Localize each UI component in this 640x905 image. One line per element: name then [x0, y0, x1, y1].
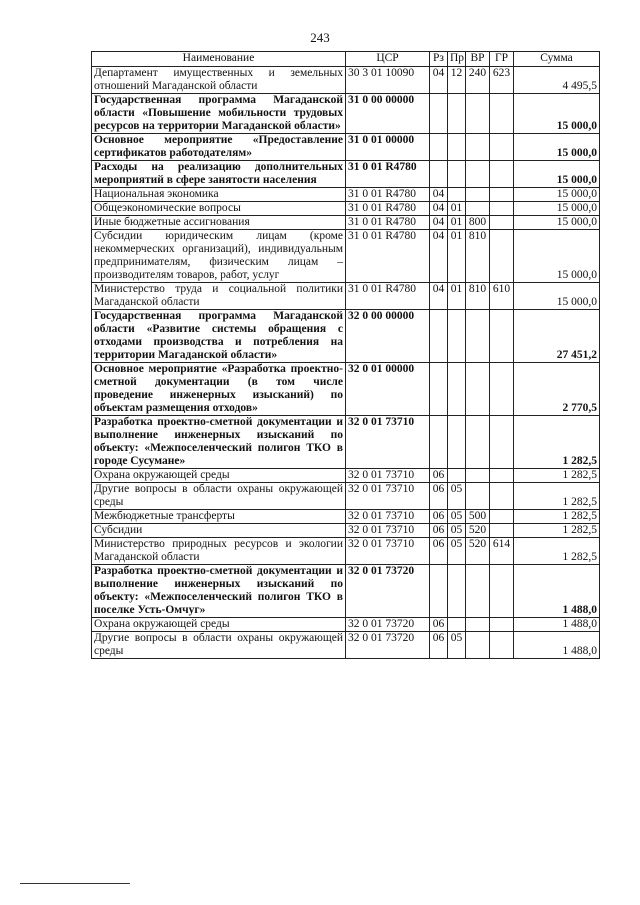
cell-pr: 01	[448, 230, 466, 283]
cell-sum: 1 282,5	[514, 538, 600, 565]
cell-name: Расходы на реализацию дополнительных мероприятий в сфере занятости населения	[92, 161, 346, 188]
table-row	[92, 538, 600, 565]
cell-vr	[466, 188, 490, 202]
cell-csr: 31 0 01 R4780	[346, 161, 430, 188]
cell-gr	[490, 94, 514, 134]
cell-gr	[490, 510, 514, 524]
cell-name: Департамент имущественных и земельных отношений Магаданской области	[92, 67, 346, 94]
cell-sum: 1 488,0	[514, 632, 600, 659]
table-row	[92, 632, 600, 659]
cell-name: Разработка проектно-сметной документации и выполнение инженерных изысканий по объекту: «Межпоселенческий полигон ТКО в городе Сусумане»	[92, 416, 346, 469]
cell-pr: 01	[448, 202, 466, 216]
cell-name: Министерство труда и социальной политики Магаданской области	[92, 283, 346, 310]
table-row	[92, 618, 600, 632]
cell-vr	[466, 469, 490, 483]
cell-sum: 4 495,5	[514, 67, 600, 94]
cell-sum: 15 000,0	[514, 216, 600, 230]
table-row	[92, 483, 600, 510]
cell-name: Межбюджетные трансферты	[92, 510, 346, 524]
cell-vr: 810	[466, 230, 490, 283]
cell-rz: 06	[430, 469, 448, 483]
cell-name: Другие вопросы в области охраны окружающей среды	[92, 483, 346, 510]
cell-pr: 05	[448, 483, 466, 510]
cell-pr: 05	[448, 510, 466, 524]
table-row	[92, 416, 600, 469]
cell-sum: 15 000,0	[514, 161, 600, 188]
cell-sum: 27 451,2	[514, 310, 600, 363]
cell-name: Национальная экономика	[92, 188, 346, 202]
cell-name: Общеэкономические вопросы	[92, 202, 346, 216]
cell-csr: 32 0 01 73710	[346, 524, 430, 538]
cell-name: Охрана окружающей среды	[92, 469, 346, 483]
cell-name: Государственная программа Магаданской области «Развитие системы обращения с отходами производства и потребления на территории Магаданской области»	[92, 310, 346, 363]
cell-csr: 31 0 00 00000	[346, 94, 430, 134]
cell-name: Основное мероприятие «Разработка проектно-сметной документации (в том числе проведение инженерных изысканий) по объектам размещения отходов»	[92, 363, 346, 416]
cell-gr	[490, 161, 514, 188]
cell-sum: 1 488,0	[514, 618, 600, 632]
cell-csr: 32 0 01 73720	[346, 632, 430, 659]
header-name: Наименование	[92, 52, 346, 67]
table-row	[92, 134, 600, 161]
cell-pr: 01	[448, 283, 466, 310]
cell-pr	[448, 94, 466, 134]
table-row	[92, 565, 600, 618]
cell-csr: 32 0 01 73710	[346, 469, 430, 483]
cell-sum: 2 770,5	[514, 363, 600, 416]
cell-csr: 32 0 01 00000	[346, 363, 430, 416]
cell-vr	[466, 94, 490, 134]
cell-gr	[490, 134, 514, 161]
cell-vr: 810	[466, 283, 490, 310]
cell-rz	[430, 94, 448, 134]
cell-name: Министерство природных ресурсов и экологии Магаданской области	[92, 538, 346, 565]
cell-gr	[490, 310, 514, 363]
cell-rz	[430, 134, 448, 161]
table-row	[92, 67, 600, 94]
cell-gr	[490, 483, 514, 510]
table-row	[92, 216, 600, 230]
cell-pr: 05	[448, 524, 466, 538]
cell-csr: 31 0 01 00000	[346, 134, 430, 161]
cell-rz: 06	[430, 632, 448, 659]
cell-sum: 1 282,5	[514, 469, 600, 483]
cell-sum: 1 282,5	[514, 416, 600, 469]
cell-gr	[490, 632, 514, 659]
cell-sum: 15 000,0	[514, 230, 600, 283]
cell-vr	[466, 416, 490, 469]
cell-csr: 32 0 01 73710	[346, 416, 430, 469]
table-body	[92, 67, 600, 659]
cell-gr	[490, 618, 514, 632]
cell-rz	[430, 416, 448, 469]
cell-rz: 04	[430, 283, 448, 310]
cell-pr	[448, 363, 466, 416]
cell-vr	[466, 202, 490, 216]
cell-sum: 15 000,0	[514, 283, 600, 310]
cell-pr	[448, 618, 466, 632]
table-row	[92, 283, 600, 310]
cell-vr	[466, 632, 490, 659]
footer-rule	[20, 883, 130, 884]
cell-pr	[448, 134, 466, 161]
cell-rz	[430, 363, 448, 416]
cell-vr: 520	[466, 524, 490, 538]
cell-rz: 06	[430, 538, 448, 565]
budget-table	[91, 51, 600, 659]
cell-csr: 31 0 01 R4780	[346, 202, 430, 216]
cell-rz: 04	[430, 216, 448, 230]
header-vr: ВР	[466, 52, 490, 67]
cell-csr: 31 0 01 R4780	[346, 188, 430, 202]
cell-vr	[466, 161, 490, 188]
cell-pr	[448, 188, 466, 202]
cell-vr	[466, 483, 490, 510]
cell-gr	[490, 188, 514, 202]
cell-csr: 31 0 01 R4780	[346, 216, 430, 230]
cell-sum: 1 282,5	[514, 524, 600, 538]
cell-rz: 04	[430, 67, 448, 94]
cell-sum: 15 000,0	[514, 188, 600, 202]
cell-gr	[490, 202, 514, 216]
header-rz: Рз	[430, 52, 448, 67]
cell-pr: 12	[448, 67, 466, 94]
cell-csr: 31 0 01 R4780	[346, 230, 430, 283]
cell-gr	[490, 565, 514, 618]
cell-rz: 06	[430, 483, 448, 510]
table-row	[92, 469, 600, 483]
cell-pr	[448, 469, 466, 483]
cell-sum: 1 282,5	[514, 510, 600, 524]
cell-vr: 500	[466, 510, 490, 524]
cell-sum: 15 000,0	[514, 94, 600, 134]
cell-csr: 30 3 01 10090	[346, 67, 430, 94]
cell-gr	[490, 524, 514, 538]
cell-csr: 31 0 01 R4780	[346, 283, 430, 310]
table-row	[92, 310, 600, 363]
cell-vr	[466, 363, 490, 416]
cell-name: Иные бюджетные ассигнования	[92, 216, 346, 230]
cell-name: Основное мероприятие «Предоставление сертификатов работодателям»	[92, 134, 346, 161]
table-row	[92, 510, 600, 524]
cell-csr: 32 0 01 73710	[346, 483, 430, 510]
cell-gr: 610	[490, 283, 514, 310]
cell-sum: 15 000,0	[514, 134, 600, 161]
cell-pr: 05	[448, 538, 466, 565]
header-csr: ЦСР	[346, 52, 430, 67]
cell-name: Субсидии юридическим лицам (кроме некоммерческих организаций), индивидуальным предпринимателям, физическим лицам – производителям товаров, работ, услуг	[92, 230, 346, 283]
header-pr: Пр	[448, 52, 466, 67]
page-number: 243	[310, 30, 330, 45]
cell-gr: 614	[490, 538, 514, 565]
cell-gr: 623	[490, 67, 514, 94]
cell-rz: 04	[430, 202, 448, 216]
cell-pr: 05	[448, 632, 466, 659]
cell-gr	[490, 230, 514, 283]
cell-vr	[466, 565, 490, 618]
table-row	[92, 363, 600, 416]
header-sum: Сумма	[514, 52, 600, 67]
cell-vr: 520	[466, 538, 490, 565]
cell-name: Государственная программа Магаданской области «Повышение мобильности трудовых ресурсов на территории Магаданской области»	[92, 94, 346, 134]
cell-vr	[466, 310, 490, 363]
cell-vr	[466, 134, 490, 161]
cell-csr: 32 0 00 00000	[346, 310, 430, 363]
cell-rz: 06	[430, 524, 448, 538]
cell-gr	[490, 216, 514, 230]
cell-sum: 1 488,0	[514, 565, 600, 618]
cell-pr	[448, 161, 466, 188]
table-row	[92, 524, 600, 538]
cell-sum: 15 000,0	[514, 202, 600, 216]
cell-name: Другие вопросы в области охраны окружающей среды	[92, 632, 346, 659]
cell-csr: 32 0 01 73720	[346, 618, 430, 632]
cell-name: Охрана окружающей среды	[92, 618, 346, 632]
cell-pr	[448, 416, 466, 469]
cell-vr: 800	[466, 216, 490, 230]
cell-rz: 06	[430, 510, 448, 524]
header-gr: ГР	[490, 52, 514, 67]
cell-rz	[430, 161, 448, 188]
table-header-row	[92, 52, 600, 67]
cell-name: Разработка проектно-сметной документации и выполнение инженерных изысканий по объекту: «Межпоселенческий полигон ТКО в поселке Усть-Омчуг»	[92, 565, 346, 618]
cell-rz	[430, 565, 448, 618]
cell-vr: 240	[466, 67, 490, 94]
cell-gr	[490, 363, 514, 416]
cell-rz: 06	[430, 618, 448, 632]
cell-gr	[490, 469, 514, 483]
cell-gr	[490, 416, 514, 469]
cell-pr	[448, 310, 466, 363]
cell-csr: 32 0 01 73710	[346, 510, 430, 524]
cell-csr: 32 0 01 73720	[346, 565, 430, 618]
cell-rz: 04	[430, 188, 448, 202]
cell-pr: 01	[448, 216, 466, 230]
table-row	[92, 94, 600, 134]
table-row	[92, 188, 600, 202]
cell-name: Субсидии	[92, 524, 346, 538]
cell-pr	[448, 565, 466, 618]
table-row	[92, 202, 600, 216]
cell-sum: 1 282,5	[514, 483, 600, 510]
cell-rz	[430, 310, 448, 363]
cell-csr: 32 0 01 73710	[346, 538, 430, 565]
cell-vr	[466, 618, 490, 632]
cell-rz: 04	[430, 230, 448, 283]
table-row	[92, 161, 600, 188]
table-row	[92, 230, 600, 283]
